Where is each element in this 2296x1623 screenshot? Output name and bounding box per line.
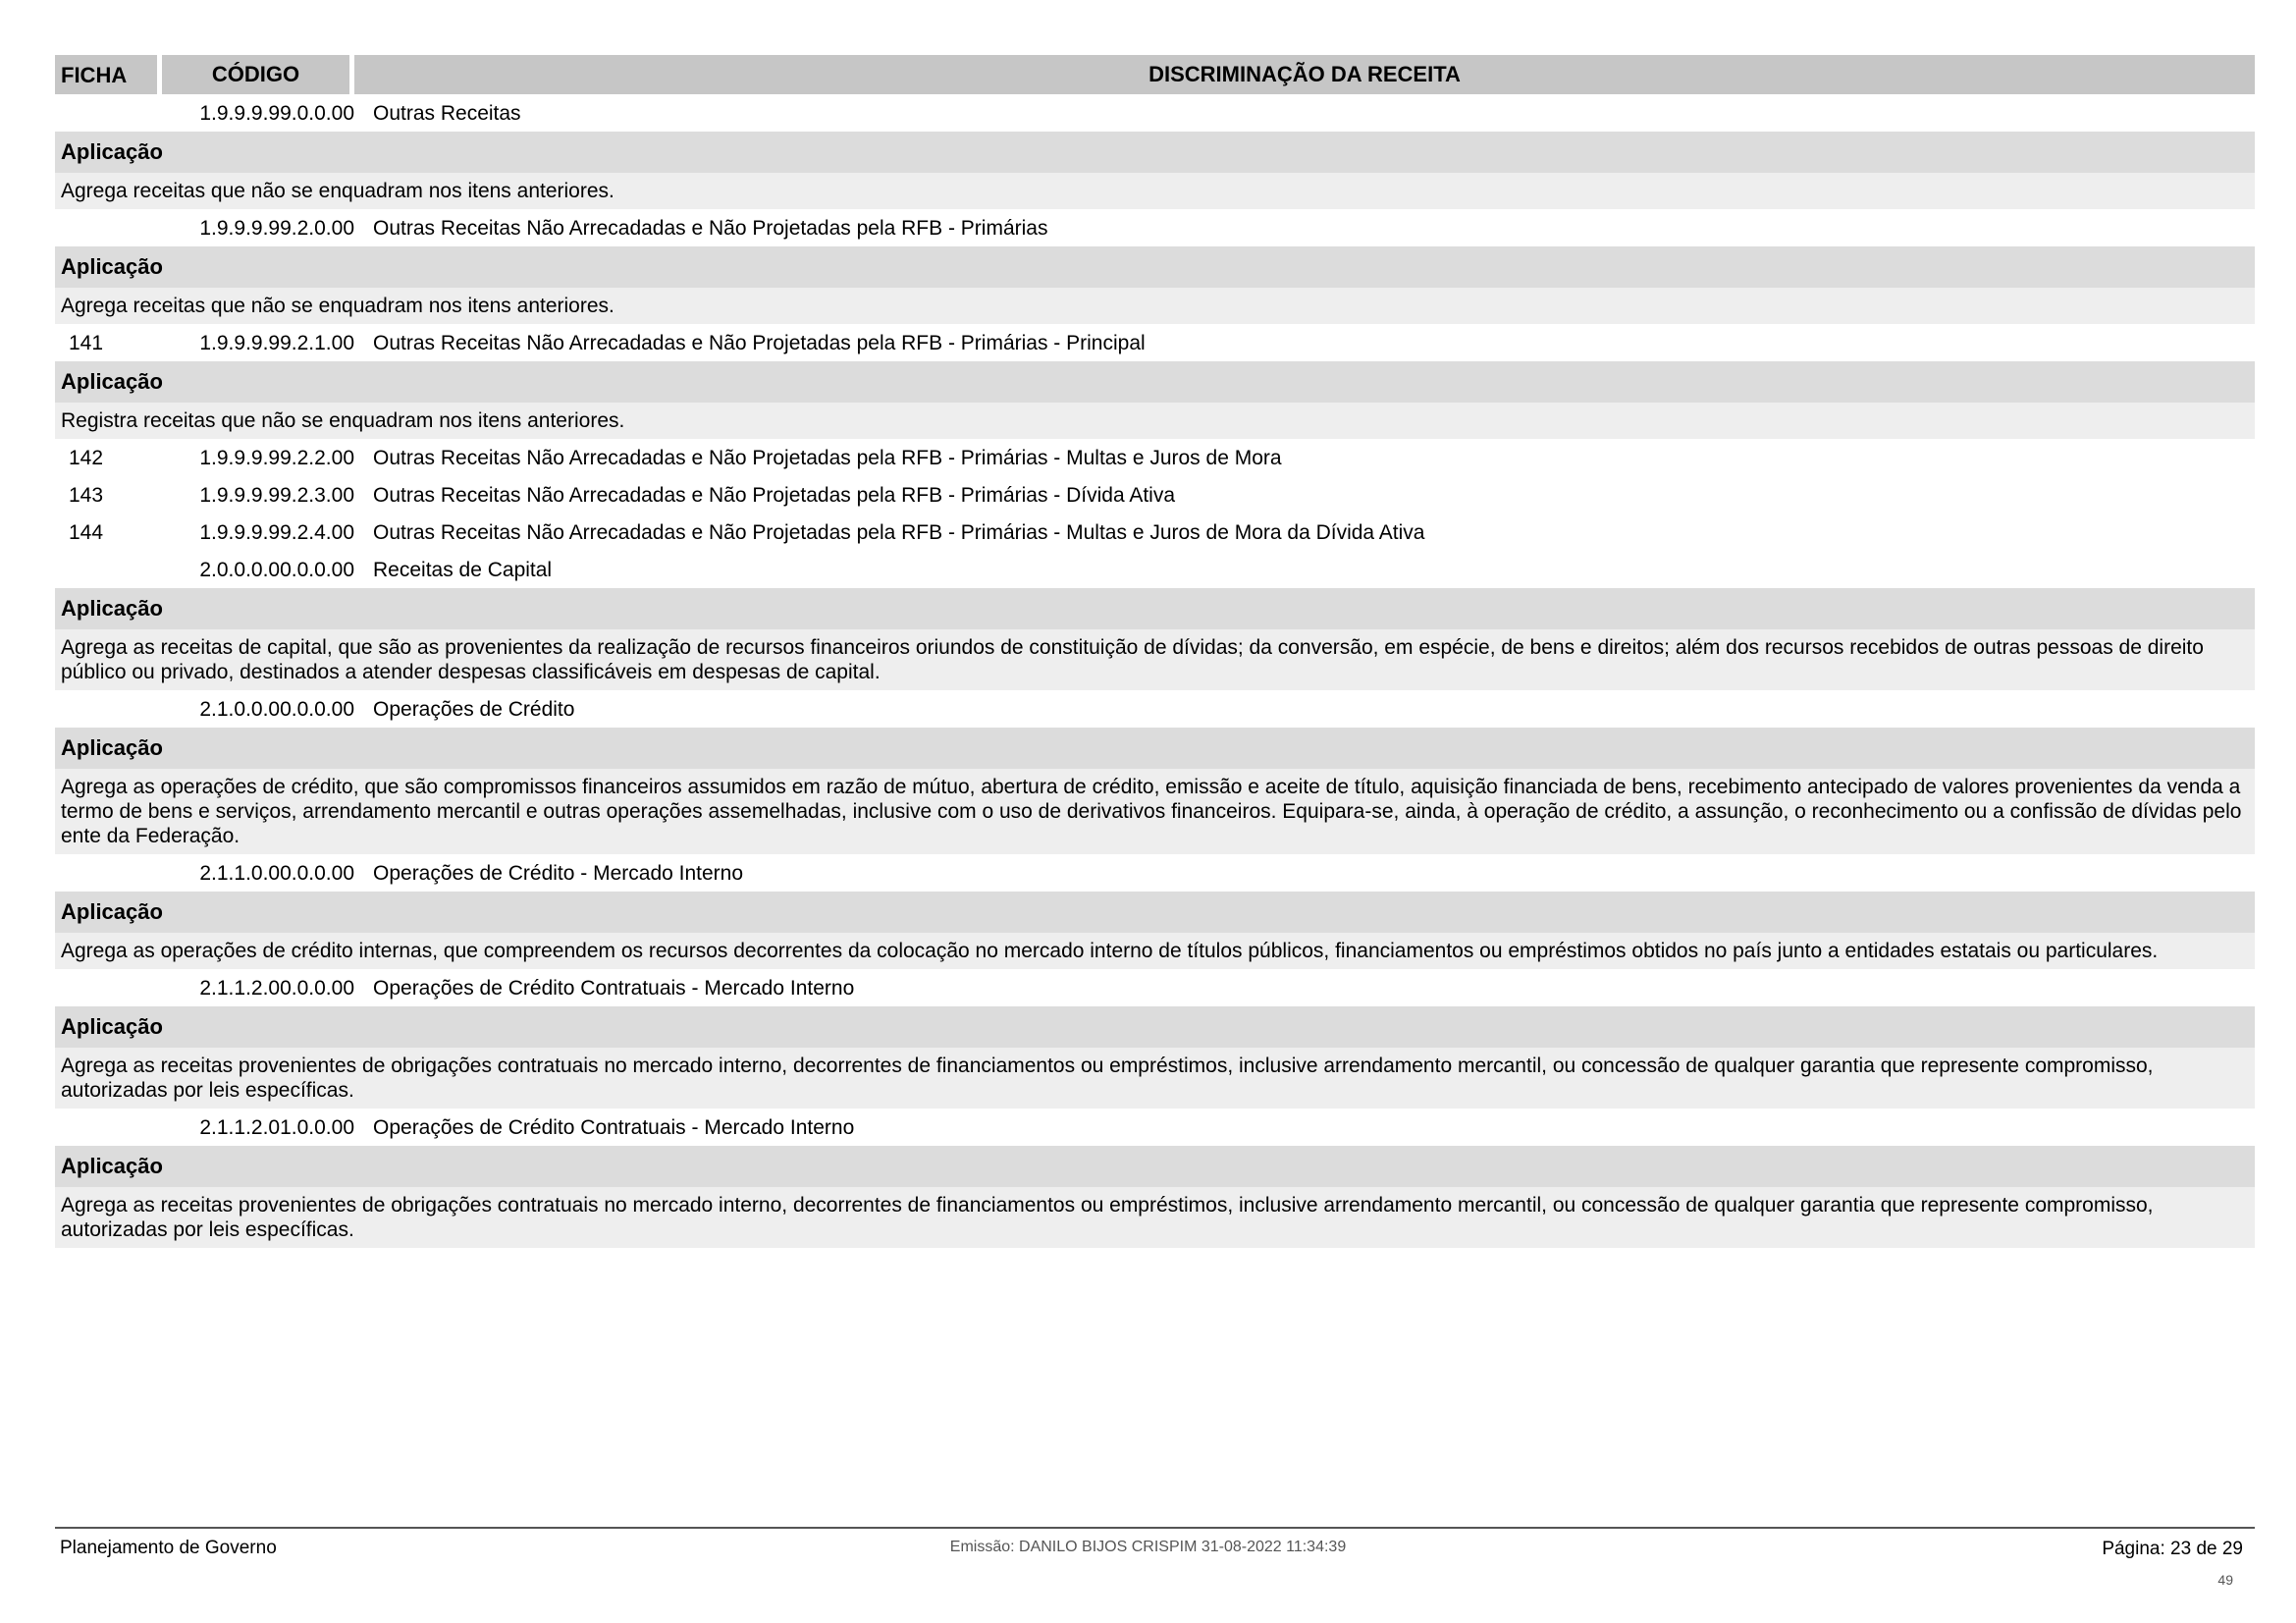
row-codigo: 2.1.0.0.00.0.0.00: [199, 697, 354, 721]
row-codigo: 2.1.1.2.01.0.0.00: [199, 1115, 354, 1139]
aplicacao-text: Agrega as operações de crédito, que são compromissos financeiros assumidos em razão de mútuo, abertura de crédito, emissão e aceite de título, aquisição financiada de bens, recebimento antecipado de valores provenientes da venda a termo de bens e serviços, arrendamento mercantil e outras operações assemelhadas, inclusive com o uso de derivativos financeiros. Equipara-se, ainda, à operação de crédito, a assunção, o reconhecimento ou a confissão de dívidas pelo ente da Federação.: [55, 769, 2255, 854]
table-row: [55, 1109, 2255, 1146]
row-codigo: 1.9.9.9.99.2.2.00: [199, 446, 354, 469]
row-descricao: Outras Receitas Não Arrecadadas e Não Projetadas pela RFB - Primárias - Multas e Juros de Mora: [373, 446, 1282, 469]
aplicacao-heading: Aplicação: [55, 1006, 2255, 1048]
row-codigo: 1.9.9.9.99.2.4.00: [199, 520, 354, 544]
aplicacao-text: Agrega receitas que não se enquadram nos itens anteriores.: [55, 288, 2255, 324]
row-descricao: Operações de Crédito: [373, 697, 575, 721]
row-descricao: Operações de Crédito Contratuais - Mercado Interno: [373, 976, 855, 1000]
row-descricao: Outras Receitas Não Arrecadadas e Não Projetadas pela RFB - Primárias: [373, 216, 1048, 240]
row-ficha: 144: [69, 520, 104, 544]
aplicacao-heading: Aplicação: [55, 361, 2255, 403]
table-row: [55, 324, 2255, 361]
row-codigo: 2.1.1.0.00.0.0.00: [199, 861, 354, 885]
table-row: [55, 969, 2255, 1006]
footer-emission: Emissão: DANILO BIJOS CRISPIM 31-08-2022 11:34:39: [949, 1539, 1347, 1555]
aplicacao-text: Agrega as receitas de capital, que são as provenientes da realização de recursos financeiros oriundos de constituição de dívidas; da conversão, em espécie, de bens e direitos; além dos recursos recebidos de outras pessoas de direito público ou privado, destinados a atender despesas classificáveis em despesas de capital.: [55, 629, 2255, 690]
aplicacao-text: Registra receitas que não se enquadram nos itens anteriores.: [55, 403, 2255, 439]
row-ficha: 141: [69, 331, 104, 354]
table-row: [55, 854, 2255, 892]
aplicacao-text: Agrega as receitas provenientes de obrigações contratuais no mercado interno, decorrentes de financiamentos ou empréstimos, inclusive arrendamento mercantil, ou concessão de qualquer garantia que represente compromisso, autorizadas por leis específicas.: [55, 1187, 2255, 1248]
row-codigo: 1.9.9.9.99.2.1.00: [199, 331, 354, 354]
row-descricao: Outras Receitas Não Arrecadadas e Não Projetadas pela RFB - Primárias - Multas e Juros de Mora da Dívida Ativa: [373, 520, 1425, 544]
table-row: [55, 551, 2255, 588]
aplicacao-heading: Aplicação: [55, 246, 2255, 288]
row-codigo: 1.9.9.9.99.2.0.00: [199, 216, 354, 240]
row-descricao: Operações de Crédito - Mercado Interno: [373, 861, 744, 885]
row-codigo: 1.9.9.9.99.2.3.00: [199, 483, 354, 507]
row-ficha: 143: [69, 483, 104, 507]
aplicacao-heading: Aplicação: [55, 892, 2255, 933]
table-row: [55, 439, 2255, 476]
header-discriminacao: DISCRIMINAÇÃO DA RECEITA: [349, 55, 2255, 94]
receita-table: [55, 55, 2255, 1248]
row-descricao: Outras Receitas Não Arrecadadas e Não Projetadas pela RFB - Primárias - Principal: [373, 331, 1146, 354]
table-header: [55, 55, 2255, 94]
row-descricao: Outras Receitas Não Arrecadadas e Não Projetadas pela RFB - Primárias - Dívida Ativa: [373, 483, 1176, 507]
row-descricao: Outras Receitas: [373, 101, 521, 125]
table-row: [55, 514, 2255, 551]
footer-divider: [55, 1527, 2255, 1529]
row-codigo: 2.0.0.0.00.0.0.00: [199, 558, 354, 581]
footer-page-number: 49: [2217, 1572, 2233, 1588]
aplicacao-text: Agrega receitas que não se enquadram nos itens anteriores.: [55, 173, 2255, 209]
header-ficha: FICHA: [61, 62, 128, 87]
footer-title: Planejamento de Governo: [60, 1538, 277, 1558]
row-descricao: Operações de Crédito Contratuais - Mercado Interno: [373, 1115, 855, 1139]
aplicacao-heading: Aplicação: [55, 728, 2255, 769]
table-row: [55, 94, 2255, 132]
row-descricao: Receitas de Capital: [373, 558, 553, 581]
table-row: [55, 690, 2255, 728]
aplicacao-text: Agrega as operações de crédito internas, que compreendem os recursos decorrentes da colocação no mercado interno de títulos públicos, financiamentos ou empréstimos obtidos no país junto a entidades estatais ou particulares.: [55, 933, 2255, 969]
aplicacao-heading: Aplicação: [55, 588, 2255, 629]
aplicacao-text: Agrega as receitas provenientes de obrigações contratuais no mercado interno, decorrentes de financiamentos ou empréstimos, inclusive arrendamento mercantil, ou concessão de qualquer garantia que represente compromisso, autorizadas por leis específicas.: [55, 1048, 2255, 1109]
row-codigo: 2.1.1.2.00.0.0.00: [199, 976, 354, 1000]
table-body: [55, 94, 2255, 1248]
header-codigo: CÓDIGO: [157, 55, 349, 94]
footer-page-indicator: Página: 23 de 29: [2102, 1539, 2243, 1559]
table-row: [55, 209, 2255, 246]
row-codigo: 1.9.9.9.99.0.0.00: [199, 101, 354, 125]
aplicacao-heading: Aplicação: [55, 1146, 2255, 1187]
row-ficha: 142: [69, 446, 104, 469]
table-row: [55, 476, 2255, 514]
aplicacao-heading: Aplicação: [55, 132, 2255, 173]
